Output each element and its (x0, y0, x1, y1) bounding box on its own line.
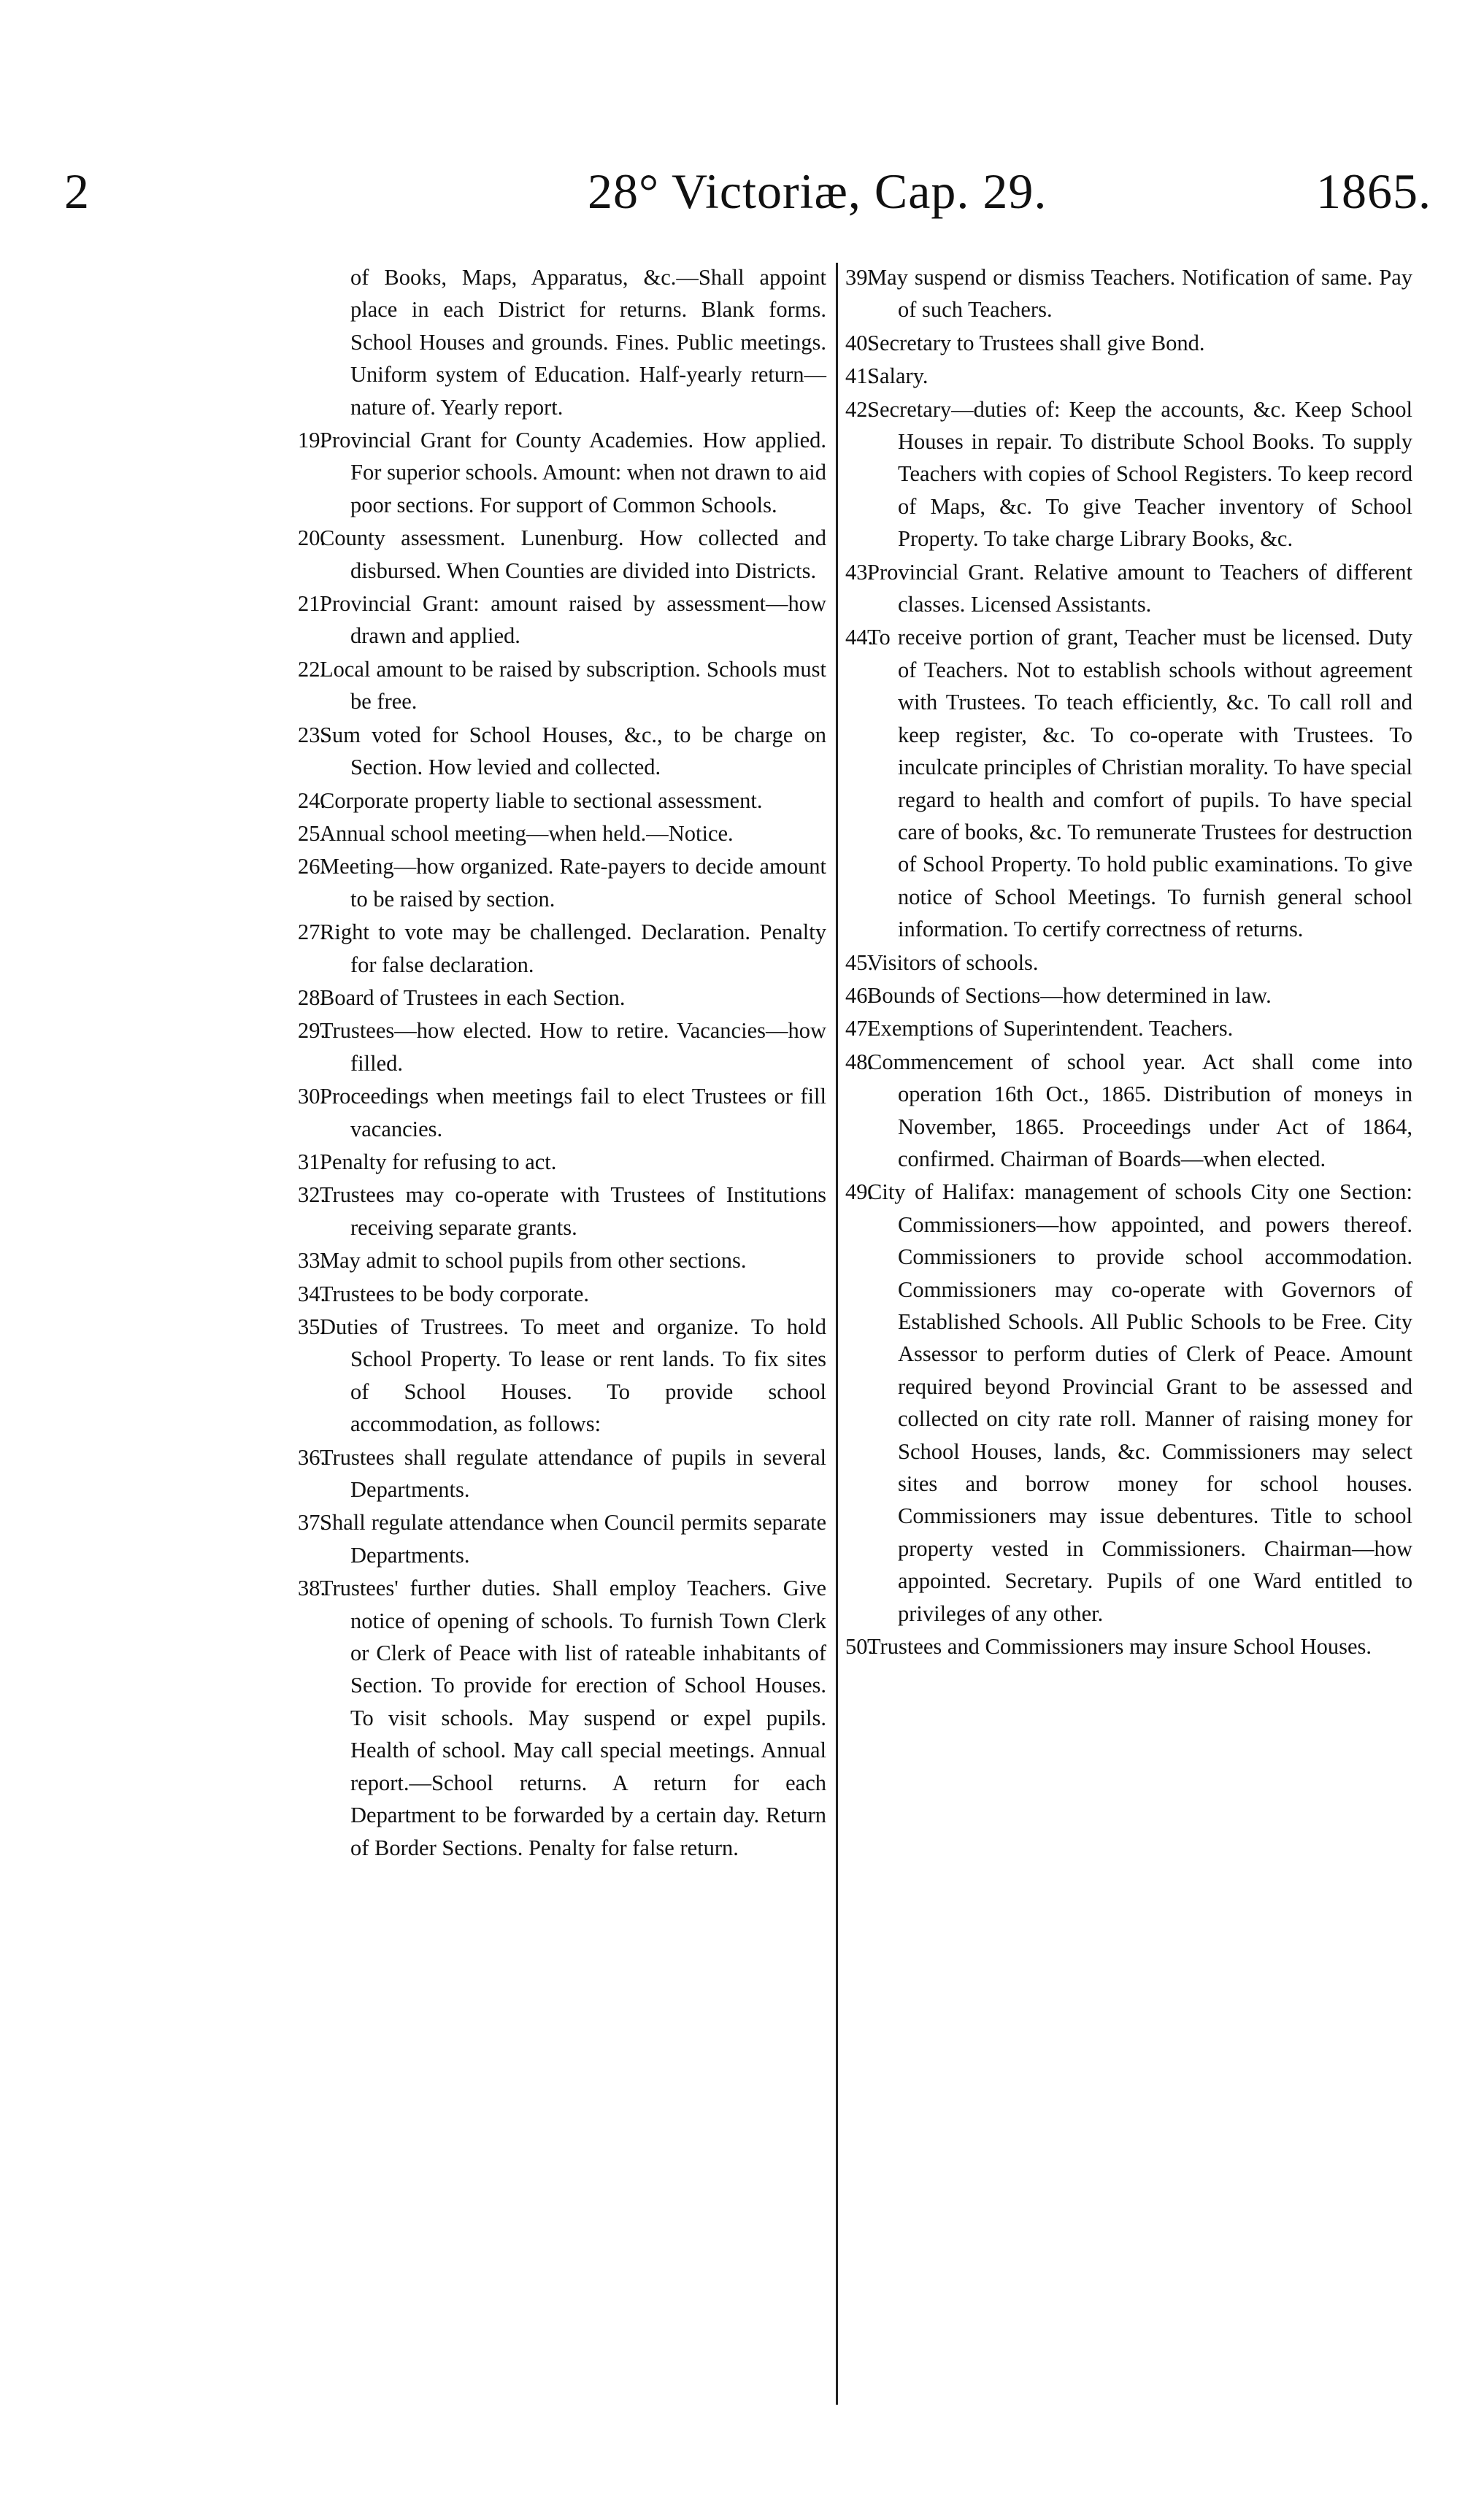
section-number: 37. (298, 1510, 326, 1535)
section-summary: Corporate property liable to sectional assessment. (320, 787, 763, 813)
section-summary: Trustees' further duties. Shall employ Teachers. Give notice of opening of schools. To furnish Town Clerk or Clerk of Peace with list of rateable inhabitants of Section. To provide for erection of School Houses. To visit schools. May suspend or expel pupils. Health of school. May call special meetings. Annual report.—School returns. A return for each Department to be forwarded by a certain day. Return of Border Sections. Penalty for false return. (320, 1576, 826, 1860)
section-entry (299, 1278, 826, 1310)
section-summary: Shall regulate attendance when Council permits separate Departments. (320, 1510, 826, 1568)
section-entry (847, 261, 1412, 326)
section-summary: Salary. (867, 363, 929, 389)
section-summary: Meeting—how organized. Rate-payers to decide amount to be raised by section. (320, 854, 826, 912)
section-summary: Trustees to be body corporate. (320, 1281, 590, 1306)
section-summary: Penalty for refusing to act. (320, 1149, 557, 1174)
section-entry (847, 1046, 1412, 1176)
section-entry (299, 850, 826, 915)
section-summary: City of Halifax: management of schools City one Section: Commissioners—how appointed, and powers thereof. Commissioners to provide school accommodation. Commissioners may co-operate with Governors of Established Schools. All Public Schools to be Free. City Assessor to perform duties of Clerk of Peace. Amount required beyond Provincial Grant to be assessed and collected on city rate roll. Manner of raising money for School Houses, lands, &c. Commissioners may select sites and borrow money for school houses. Commissioners may issue debentures. Title to school property vested in Commissioners. Chairman—how appointed. Secretary. Pupils of one Ward entitled to privileges of any other. (867, 1179, 1412, 1626)
section-summary: Exemptions of Superintendent. Teachers. (867, 1016, 1234, 1041)
section-number: 27. (298, 920, 326, 945)
section-summary: Visitors of schools. (867, 949, 1039, 975)
left-column (299, 261, 826, 1865)
section-entry (847, 393, 1412, 555)
running-title: 28° Victoriæ, Cap. 29. (588, 163, 1047, 219)
section-summary: of Books, Maps, Apparatus, &c.—Shall appoint place in each District for returns. Blank forms. School Houses and grounds. Fines. Public meetings. Uniform system of Education. Half-yearly return—nature of. Yearly report. (350, 265, 826, 420)
section-entry (299, 653, 826, 718)
section-summary: Provincial Grant: amount raised by assessment—how drawn and applied. (320, 591, 826, 649)
section-summary: Commencement of school year. Act shall come into operation 16th Oct., 1865. Distribution of moneys in November, 1865. Proceedings under Act of 1864, confirmed. Chairman of Boards—when elected. (867, 1049, 1412, 1171)
section-number: 28. (298, 985, 326, 1010)
section-summary: Local amount to be raised by subscription. Schools must be free. (320, 656, 826, 714)
header-year: 1865. (1316, 163, 1431, 219)
section-number: 32. (298, 1182, 326, 1208)
section-number: 38. (298, 1576, 326, 1601)
section-entry (847, 360, 1412, 392)
section-summary: Proceedings when meetings fail to elect Trustees or fill vacancies. (320, 1084, 826, 1141)
section-number: 24. (298, 787, 326, 813)
section-number: 33. (298, 1248, 326, 1274)
section-entry (299, 1080, 826, 1145)
section-number: 46. (845, 982, 874, 1008)
section-entry (299, 1311, 826, 1441)
section-summary: Trustees—how elected. How to retire. Vacancies—how filled. (320, 1018, 826, 1076)
section-number: 41. (845, 363, 874, 389)
section-number: 40. (845, 330, 874, 355)
section-entry (847, 979, 1412, 1012)
section-number: 22. (298, 656, 326, 682)
section-number: 39. (845, 265, 874, 290)
section-entry (299, 587, 826, 652)
section-summary: Trustees may co-operate with Trustees of Institutions receiving separate grants. (320, 1182, 826, 1240)
section-number: 21. (298, 591, 326, 617)
section-entry (299, 261, 826, 423)
section-entry (299, 719, 826, 784)
section-entry (299, 1572, 826, 1864)
section-summary: May suspend or dismiss Teachers. Notification of same. Pay of such Teachers. (867, 265, 1412, 323)
section-entry (299, 982, 826, 1014)
section-number: 35. (298, 1314, 326, 1339)
section-number: 30. (298, 1084, 326, 1109)
section-number: 31. (298, 1149, 326, 1174)
section-number: 29. (298, 1018, 326, 1044)
section-entry (847, 621, 1412, 945)
section-entry (299, 1441, 826, 1506)
section-entry (847, 1176, 1412, 1630)
section-entry (299, 785, 826, 817)
page-number: 2 (64, 163, 90, 219)
section-summary: May admit to school pupils from other sections. (320, 1248, 747, 1274)
section-summary: To receive portion of grant, Teacher must be licensed. Duty of Teachers. Not to establish schools without agreement with Trustees. To teach efficiently, &c. To call roll and keep register, &c. To co-operate with Trustees. To inculcate principles of Christian morality. To have special regard to health and comfort of pupils. To have special care of books, &c. To remunerate Trustees for destruction of School Property. To hold public examinations. To give notice of School Meetings. To furnish general school information. To certify correctness of returns. (867, 625, 1412, 942)
section-entry (299, 522, 826, 587)
section-entry (299, 1146, 826, 1178)
section-summary: Bounds of Sections—how determined in law. (867, 982, 1272, 1008)
section-entry (299, 1244, 826, 1276)
section-entry (847, 1012, 1412, 1044)
section-summary: Annual school meeting—when held.—Notice. (320, 820, 734, 846)
section-number: 20. (298, 525, 326, 551)
section-number: 25. (298, 820, 326, 846)
section-summary: Provincial Grant. Relative amount to Teachers of different classes. Licensed Assistants. (867, 559, 1412, 617)
section-number: 49. (845, 1179, 874, 1205)
section-entry (299, 424, 826, 521)
section-entry (299, 916, 826, 981)
section-summary: Secretary to Trustees shall give Bond. (867, 330, 1205, 355)
section-summary: Duties of Trustrees. To meet and organize. To hold School Property. To lease or rent lands. To fix sites of School Houses. To provide school accommodation, as follows: (320, 1314, 826, 1437)
section-number: 19. (298, 428, 326, 453)
section-entry (299, 817, 826, 849)
section-entry (847, 1630, 1412, 1662)
section-number: 48. (845, 1049, 874, 1074)
section-number: 50. (845, 1634, 874, 1660)
column-divider (836, 263, 838, 2405)
section-summary: Secretary—duties of: Keep the accounts, &c. Keep School Houses in repair. To distribute School Books. To supply Teachers with copies of School Registers. To keep record of Maps, &c. To give Teacher inventory of School Property. To take charge Library Books, &c. (867, 396, 1412, 552)
section-summary: Provincial Grant for County Academies. How applied. For superior schools. Amount: when not drawn to aid poor sections. For support of Common Schools. (320, 428, 826, 517)
section-summary: Sum voted for School Houses, &c., to be charge on Section. How levied and collected. (320, 722, 826, 780)
section-number: 36. (298, 1444, 326, 1470)
section-number: 34. (298, 1281, 326, 1306)
section-entry (299, 1506, 826, 1571)
section-number: 26. (298, 854, 326, 879)
section-number: 44. (845, 625, 874, 650)
section-number: 42. (845, 396, 874, 422)
section-summary: Board of Trustees in each Section. (320, 985, 626, 1010)
section-summary: Right to vote may be challenged. Declaration. Penalty for false declaration. (320, 920, 826, 977)
section-summary: Trustees shall regulate attendance of pupils in several Departments. (320, 1444, 826, 1503)
section-summary: Trustees and Commissioners may insure School Houses. (867, 1634, 1372, 1660)
section-number: 43. (845, 559, 874, 585)
section-entry (299, 1014, 826, 1079)
section-number: 45. (845, 949, 874, 975)
section-entry (847, 556, 1412, 621)
section-entry (847, 947, 1412, 979)
section-number: 23. (298, 722, 326, 747)
section-entry (299, 1179, 826, 1244)
section-entry (847, 327, 1412, 359)
section-number: 47. (845, 1016, 874, 1041)
right-column (847, 261, 1412, 1663)
section-summary: County assessment. Lunenburg. How collected and disbursed. When Counties are divided into Districts. (320, 525, 826, 583)
